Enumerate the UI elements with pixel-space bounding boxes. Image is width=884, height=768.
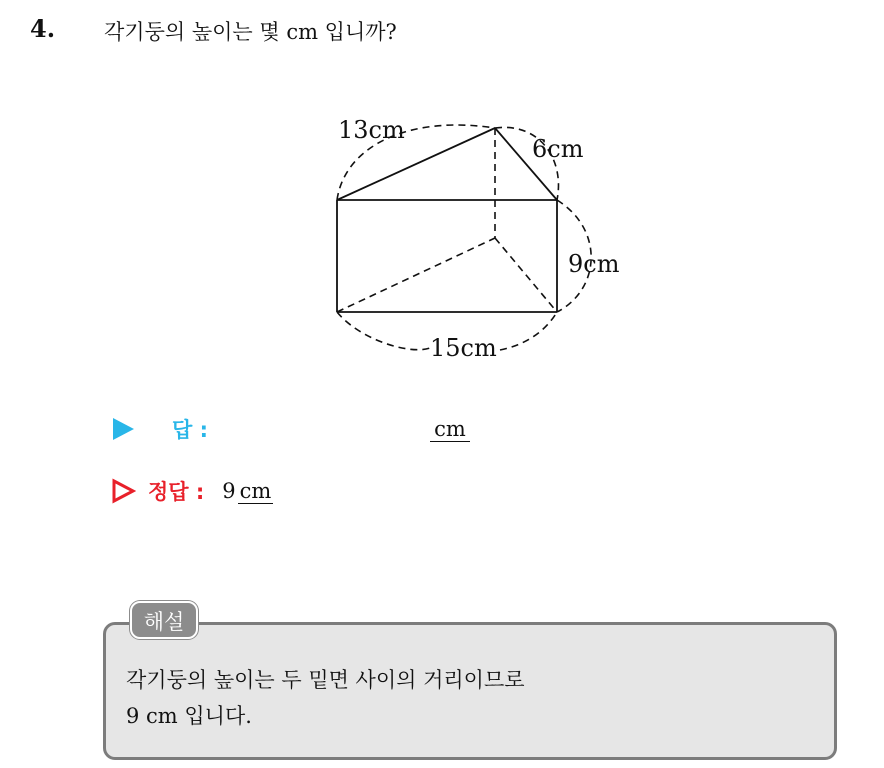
correct-answer-unit: cm — [239, 478, 272, 503]
outline-arrow-icon — [110, 478, 136, 504]
answer-label: 답 : — [172, 418, 208, 442]
explanation-tag: 해설 — [130, 601, 198, 639]
explanation-line-1: 각기둥의 높이는 두 밑면 사이의 거리이므로 — [126, 668, 525, 692]
correct-answer-row — [110, 476, 273, 506]
question-number: 4. — [30, 14, 56, 43]
correct-answer-value: 9 — [222, 479, 236, 503]
label-15cm: 15cm — [430, 334, 497, 362]
question-text: 각기둥의 높이는 몇 cm 입니까? — [104, 20, 397, 44]
play-arrow-icon — [110, 416, 136, 442]
edge-hidden-bottom-right — [495, 238, 557, 312]
explanation-text — [126, 662, 525, 734]
label-9cm: 9cm — [568, 250, 620, 278]
edge-hidden-bottom-left — [337, 238, 495, 312]
label-13cm: 13cm — [338, 116, 405, 144]
correct-answer-label: 정답 : — [148, 480, 205, 504]
answer-row — [110, 414, 470, 444]
explanation-line-2: 9 cm 입니다. — [126, 704, 252, 728]
triangular-prism-figure — [300, 100, 640, 370]
label-6cm: 6cm — [532, 135, 584, 163]
answer-input[interactable]: cm — [430, 417, 470, 442]
